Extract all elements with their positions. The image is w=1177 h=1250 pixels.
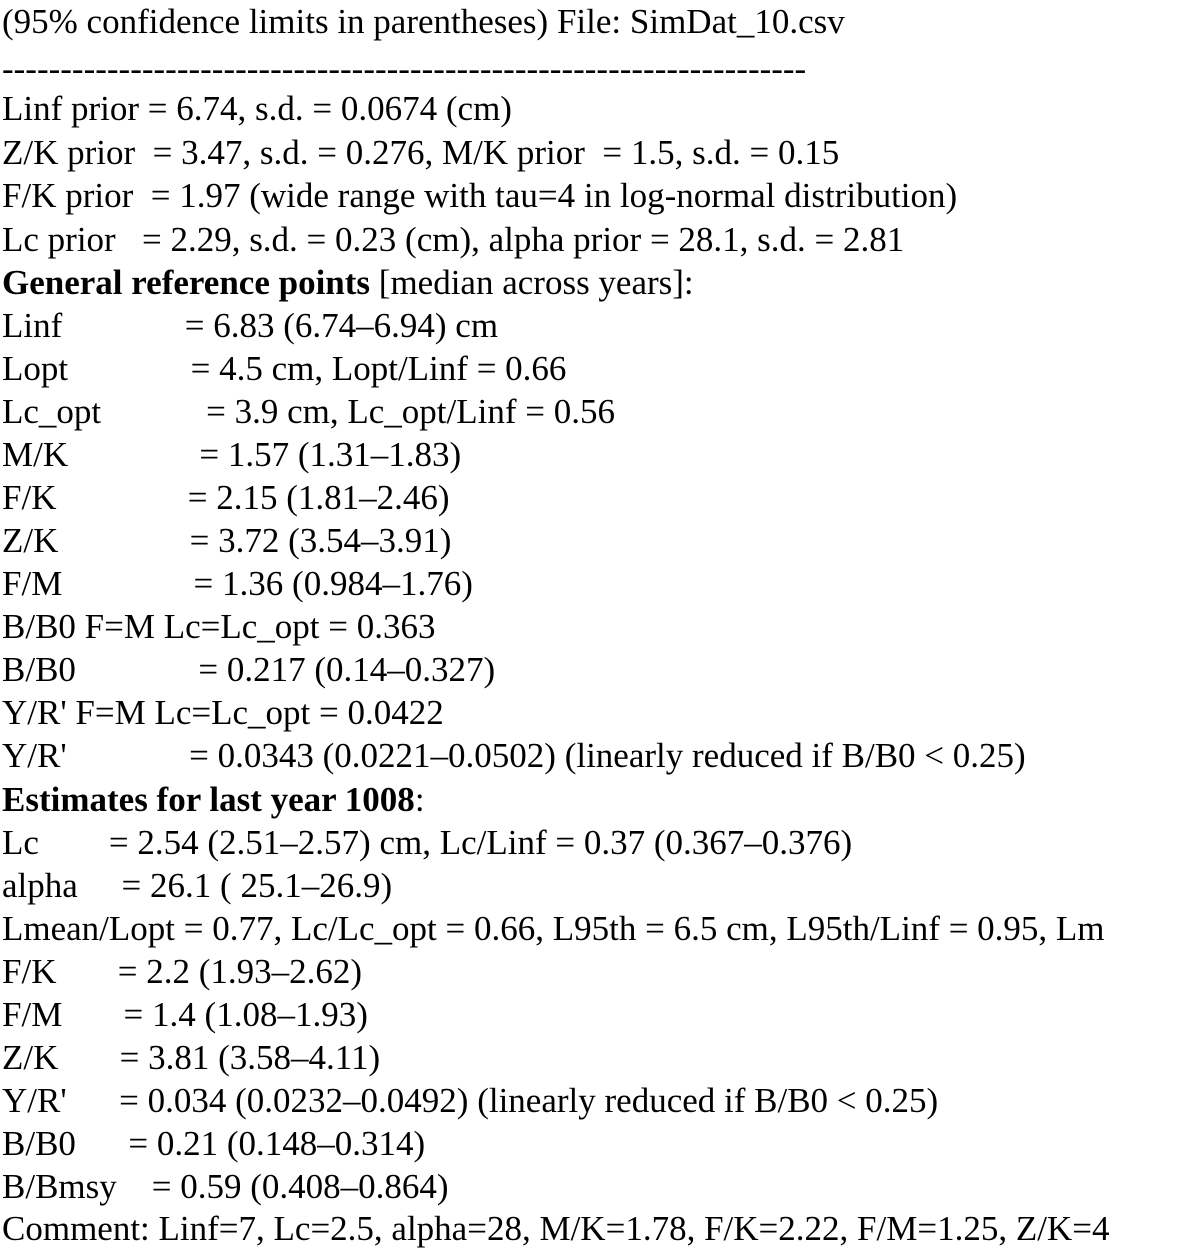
last-year-row-lmean: Lmean/Lopt = 0.77, Lc/Lc_opt = 0.66, L95th = 6.5 cm, L95th/Linf = 0.95, Lm: [2, 909, 1105, 948]
last-year-row-yr: Y/R' = 0.034 (0.0232–0.0492) (linearly reduced if B/B0 < 0.25): [2, 1081, 939, 1120]
general-row-yr: Y/R' = 0.0343 (0.0221–0.0502) (linearly reduced if B/B0 < 0.25): [2, 736, 1026, 775]
last-year-row-fm: F/M = 1.4 (1.08–1.93): [2, 995, 368, 1034]
general-heading-bold: General reference points: [2, 263, 371, 302]
last-year-row-lc: Lc = 2.54 (2.51–2.57) cm, Lc/Linf = 0.37 (0.367–0.376): [2, 823, 853, 862]
general-heading-rest: [median across years]:: [370, 263, 694, 302]
last-year-row-zk: Z/K = 3.81 (3.58–4.11): [2, 1038, 381, 1077]
last-year-heading-bold: Estimates for last year 1008: [2, 780, 415, 819]
general-row-fk: F/K = 2.15 (1.81–2.46): [2, 478, 450, 517]
general-row-linf: Linf = 6.83 (6.74–6.94) cm: [2, 306, 499, 345]
general-row-lopt: Lopt = 4.5 cm, Lopt/Linf = 0.66: [2, 349, 567, 388]
general-row-mk: M/K = 1.57 (1.31–1.83): [2, 435, 462, 474]
general-row-yr-fm: Y/R' F=M Lc=Lc_opt = 0.0422: [2, 693, 444, 732]
general-row-bb0-fm: B/B0 F=M Lc=Lc_opt = 0.363: [2, 607, 436, 646]
last-year-row-fk: F/K = 2.2 (1.93–2.62): [2, 952, 363, 991]
prior-fk: F/K prior = 1.97 (wide range with tau=4 in log-normal distribution): [2, 176, 958, 215]
comment-line: Comment: Linf=7, Lc=2.5, alpha=28, M/K=1.78, F/K=2.22, F/M=1.25, Z/K=4: [2, 1209, 1110, 1248]
general-row-fm: F/M = 1.36 (0.984–1.76): [2, 564, 473, 603]
last-year-row-bbmsy: B/Bmsy = 0.59 (0.408–0.864): [2, 1167, 449, 1206]
header-line: (95% confidence limits in parentheses) File: SimDat_10.csv: [2, 2, 845, 41]
separator-rule: ---------------------------------------------------------------------: [2, 49, 807, 88]
last-year-heading-rest: :: [414, 780, 425, 819]
prior-lc-alpha: Lc prior = 2.29, s.d. = 0.23 (cm), alpha prior = 28.1, s.d. = 2.81: [2, 220, 905, 259]
prior-zk-mk: Z/K prior = 3.47, s.d. = 0.276, M/K prior = 1.5, s.d. = 0.15: [2, 133, 840, 172]
general-reference-heading: [2, 261, 694, 304]
prior-linf: Linf prior = 6.74, s.d. = 0.0674 (cm): [2, 89, 512, 128]
last-year-heading: [2, 778, 425, 821]
general-row-lc-opt: Lc_opt = 3.9 cm, Lc_opt/Linf = 0.56: [2, 392, 615, 431]
general-row-bb0: B/B0 = 0.217 (0.14–0.327): [2, 650, 496, 689]
general-row-zk: Z/K = 3.72 (3.54–3.91): [2, 521, 452, 560]
last-year-row-bb0: B/B0 = 0.21 (0.148–0.314): [2, 1124, 426, 1163]
last-year-row-alpha: alpha = 26.1 ( 25.1–26.9): [2, 866, 393, 905]
